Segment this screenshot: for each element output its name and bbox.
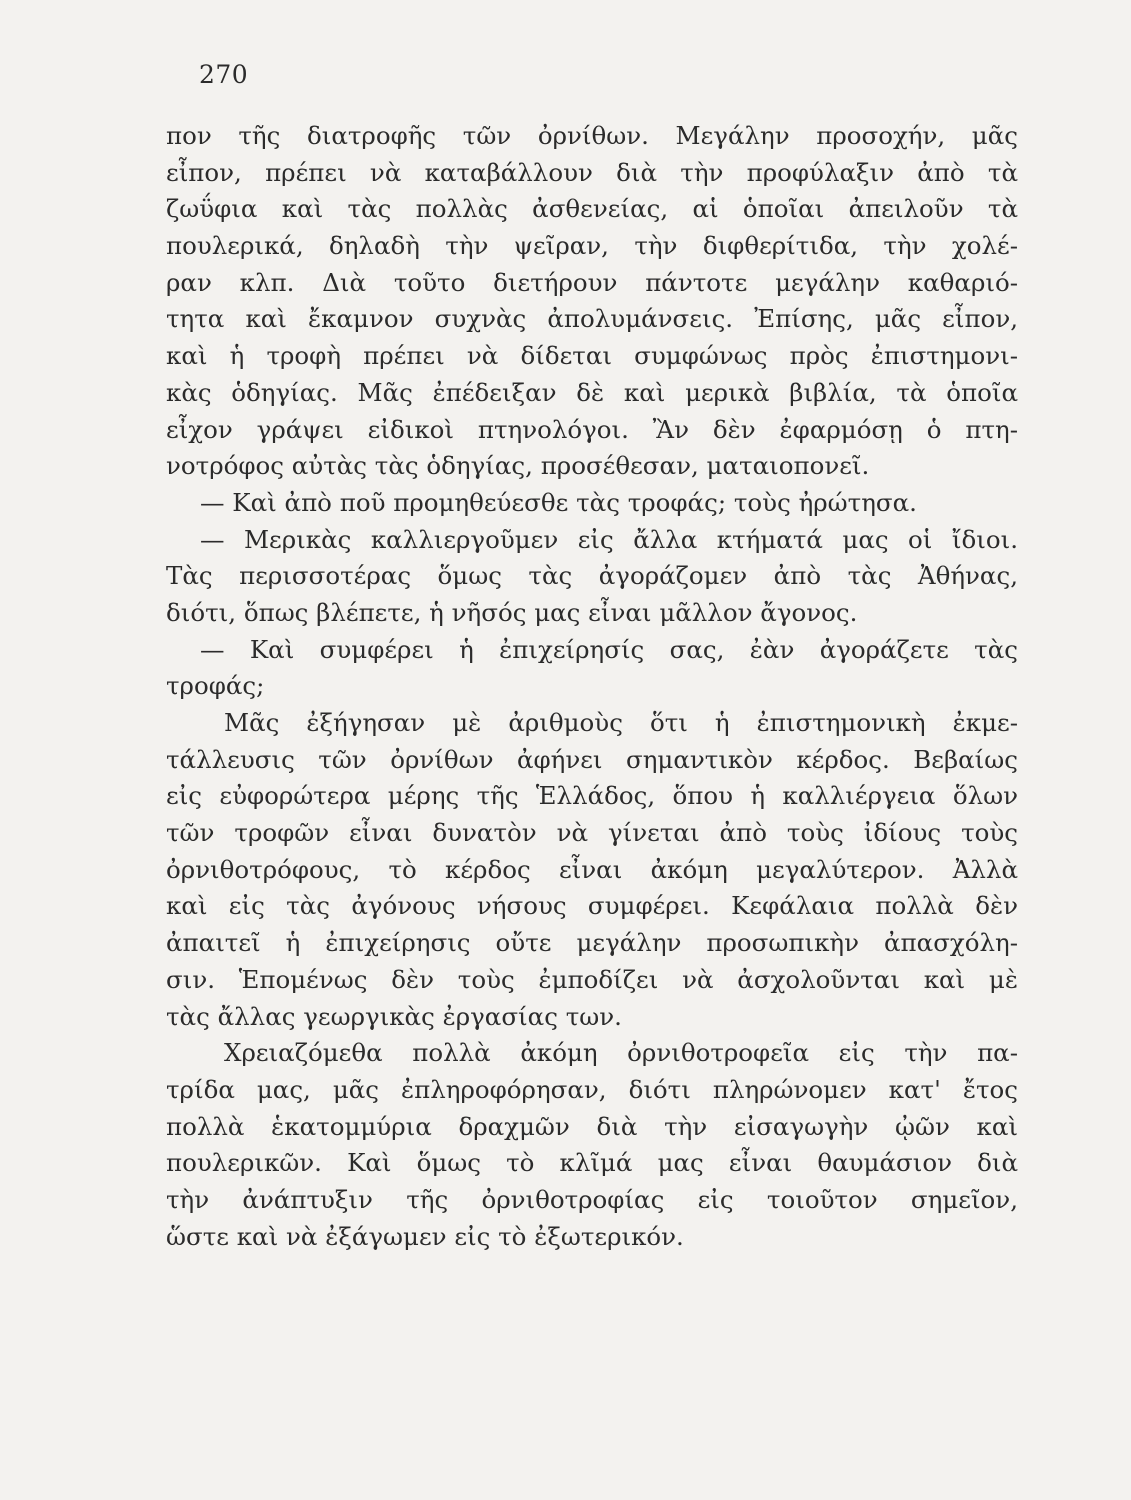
text-line: πον τῆς διατροφῆς τῶν ὀρνίθων. Μεγάλην προσοχήν, μᾶς bbox=[166, 121, 1018, 150]
page-number: 270 bbox=[199, 60, 249, 89]
text-line: εἶχον γράψει εἰδικοὶ πτηνολόγοι. Ἂν δὲν ἐφαρμόσῃ ὁ πτη- bbox=[166, 414, 1018, 444]
text-line: νοτρόφος αὐτὰς τὰς ὁδηγίας, προσέθεσαν, ματαιοπονεῖ. bbox=[166, 451, 870, 481]
text-line: διότι, ὅπως βλέπετε, ἡ νῆσός μας εἶναι μᾶλλον ἄγονος. bbox=[166, 597, 858, 627]
text-line: Χρειαζόμεθα πολλὰ ἀκόμη ὀρνιθοτροφεῖα εἰς τὴν πα- bbox=[224, 1038, 1018, 1068]
text-line: πουλερικά, δηλαδὴ τὴν ψεῖραν, τὴν διφθερίτιδα, τὴν χολέ- bbox=[166, 231, 1018, 261]
text-line: εἶπον, πρέπει νὰ καταβάλλουν διὰ τὴν προφύλαξιν ἀπὸ τὰ bbox=[166, 157, 1018, 187]
text-line: καὶ εἰς τὰς ἀγόνους νήσους συμφέρει. Κεφάλαια πολλὰ δὲν bbox=[166, 891, 1018, 921]
text-line: τὴν ἀνάπτυξιν τῆς ὀρνιθοτροφίας εἰς τοιοῦτον σημεῖον, bbox=[166, 1184, 1018, 1214]
text-line: τροφάς; bbox=[166, 671, 265, 701]
text-line: τῶν τροφῶν εἶναι δυνατὸν νὰ γίνεται ἀπὸ τοὺς ἰδίους τοὺς bbox=[166, 818, 1018, 848]
text-line: Τὰς περισσοτέρας ὅμως τὰς ἀγοράζομεν ἀπὸ τὰς Ἀθήνας, bbox=[166, 561, 1018, 591]
text-line: Μᾶς ἐξήγησαν μὲ ἀριθμοὺς ὅτι ἡ ἐπιστημονικὴ ἐκμε- bbox=[224, 708, 1018, 737]
text-line: κὰς ὁδηγίας. Μᾶς ἐπέδειξαν δὲ καὶ μερικὰ βιβλία, τὰ ὁποῖα bbox=[166, 377, 1018, 407]
text-line: ὀρνιθοτρόφους, τὸ κέρδος εἶναι ἀκόμη μεγαλύτερον. Ἀλλὰ bbox=[166, 854, 1018, 884]
text-line: σιν. Ἑπομένως δὲν τοὺς ἐμποδίζει νὰ ἀσχολοῦνται καὶ μὲ bbox=[166, 964, 1018, 994]
text-line: τητα καὶ ἔκαμνον συχνὰς ἀπολυμάνσεις. Ἐπίσης, μᾶς εἶπον, bbox=[166, 304, 1018, 334]
text-line: πολλὰ ἑκατομμύρια δραχμῶν διὰ τὴν εἰσαγωγὴν ᾠῶν καὶ bbox=[166, 1111, 1018, 1141]
text-line: ραν κλπ. Διὰ τοῦτο διετήρουν πάντοτε μεγάλην καθαριό- bbox=[166, 267, 1018, 297]
text-line: — Μερικὰς καλλιεργοῦμεν εἰς ἄλλα κτήματά μας οἱ ἴδιοι. bbox=[200, 524, 1018, 554]
text-line: πουλερικῶν. Καὶ ὅμως τὸ κλῖμά μας εἶναι θαυμάσιον διὰ bbox=[166, 1148, 1018, 1178]
text-line: — Καὶ ἀπὸ ποῦ προμηθεύεσθε τὰς τροφάς; τοὺς ἠρώτησα. bbox=[200, 487, 917, 517]
text-line: ἀπαιτεῖ ἡ ἐπιχείρησις οὔτε μεγάλην προσωπικὴν ἀπασχόλη- bbox=[166, 928, 1018, 958]
text-line: καὶ ἡ τροφὴ πρέπει νὰ δίδεται συμφώνως πρὸς ἐπιστημονι- bbox=[166, 341, 1018, 371]
text-line: ζωΰφια καὶ τὰς πολλὰς ἀσθενείας, αἱ ὁποῖαι ἀπειλοῦν τὰ bbox=[166, 194, 1018, 224]
text-line: τὰς ἄλλας γεωργικὰς ἐργασίας των. bbox=[166, 1001, 622, 1031]
text-line: τάλλευσις τῶν ὀρνίθων ἀφήνει σημαντικὸν κέρδος. Βεβαίως bbox=[166, 744, 1018, 774]
text-line: τρίδα μας, μᾶς ἐπληροφόρησαν, διότι πληρώνομεν κατ' ἔτος bbox=[166, 1074, 1018, 1104]
text-line: εἰς εὐφορώτερα μέρης τῆς Ἑλλάδος, ὅπου ἡ καλλιέργεια ὅλων bbox=[166, 781, 1018, 811]
text-line: ὥστε καὶ νὰ ἐξάγωμεν εἰς τὸ ἐξωτερικόν. bbox=[166, 1221, 684, 1251]
text-line: — Καὶ συμφέρει ἡ ἐπιχείρησίς σας, ἐὰν ἀγοράζετε τὰς bbox=[200, 634, 1018, 664]
body-text bbox=[166, 118, 1018, 1255]
